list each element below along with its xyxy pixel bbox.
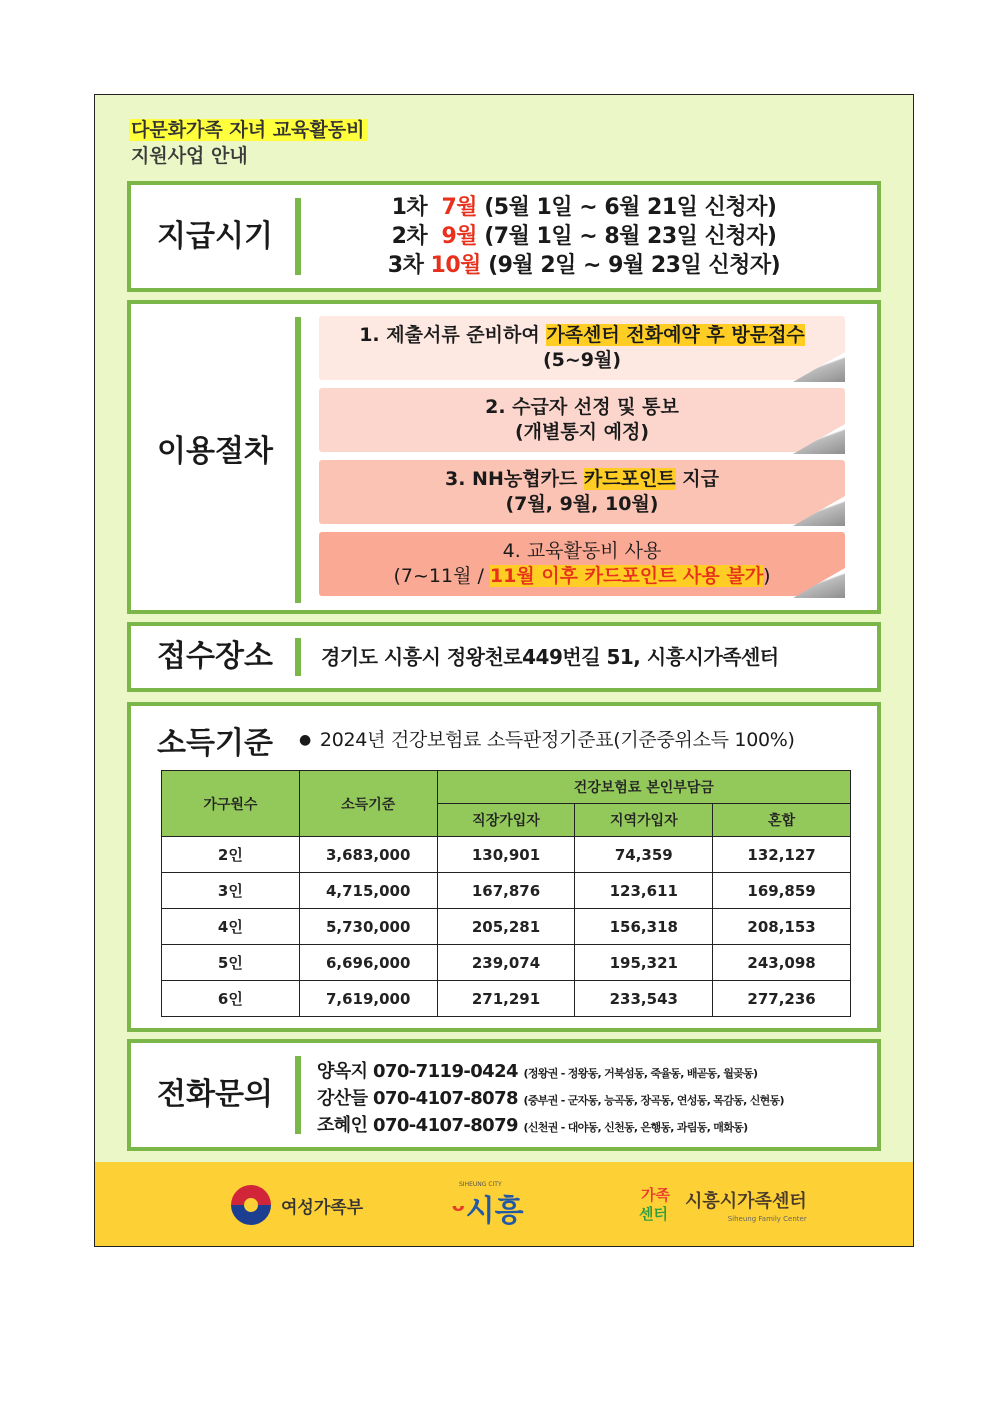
step-text: 2. 수급자 선정 및 통보: [485, 396, 679, 418]
contact-area: (신천권 - 대야동, 신천동, 은행동, 과림동, 매화동): [523, 1121, 748, 1134]
city-small-text: SIHEUNG CITY: [459, 1180, 502, 1188]
payment-round-1: [311, 193, 857, 222]
section-divider: [295, 317, 301, 603]
cell-employee: 239,074: [437, 945, 575, 981]
cell-regional: 74,359: [575, 837, 713, 873]
table-row: [162, 873, 851, 909]
header-regional: 지역가입자: [575, 804, 713, 837]
header-premium-group: 건강보험료 본인부담금: [437, 771, 850, 804]
reception-section: [127, 622, 881, 692]
header-mixed: 혼합: [713, 804, 851, 837]
footer: [95, 1162, 913, 1247]
cell-regional: 123,611: [575, 873, 713, 909]
title-line-2: 지원사업 안내: [131, 145, 248, 167]
bullet-icon: ●: [299, 732, 311, 748]
payment-section: [127, 181, 881, 292]
payment-round-2: [311, 222, 857, 251]
ministry-logo: [231, 1162, 363, 1247]
cell-mixed: 243,098: [713, 945, 851, 981]
round-label: 1차: [391, 195, 428, 220]
reception-label: 접수장소: [157, 639, 273, 674]
contact-label: 전화문의: [157, 1077, 273, 1112]
page-title: [129, 117, 368, 169]
round-label: 2차: [391, 224, 428, 249]
round-month: 9월: [441, 224, 478, 249]
table-row: [162, 981, 851, 1017]
cell-household: 6인: [162, 981, 300, 1017]
cell-income: 3,683,000: [299, 837, 437, 873]
contact-area: (중부권 - 군자동, 능곡동, 장곡동, 연성동, 목감동, 신현동): [523, 1094, 784, 1107]
cell-income: 4,715,000: [299, 873, 437, 909]
cell-household: 4인: [162, 909, 300, 945]
step-highlight: 카드포인트: [583, 468, 676, 490]
city-name-text: 시흥: [465, 1193, 524, 1229]
family-center-logo: [637, 1162, 807, 1247]
taegeuk-icon: [231, 1185, 271, 1225]
round-month: 7월: [441, 195, 478, 220]
section-divider: [295, 1056, 301, 1134]
smile-icon: ᵕ: [451, 1193, 466, 1229]
cell-mixed: 132,127: [713, 837, 851, 873]
title-line-1: 다문화가족 자녀 교육활동비: [129, 119, 368, 141]
payment-label: 지급시기: [157, 219, 273, 254]
contact-list: [317, 1059, 784, 1140]
table-row: [162, 909, 851, 945]
payment-schedule: [311, 193, 857, 280]
step-subtext: (7월, 9월, 10월): [505, 493, 659, 515]
step-warning-highlight: 11월 이후 카드포인트 사용 불가: [489, 565, 764, 587]
header-household: 가구원수: [162, 771, 300, 837]
contact-name-phone: 조혜인 070-4107-8079: [317, 1115, 518, 1136]
round-month: 10월: [430, 253, 481, 278]
cell-employee: 167,876: [437, 873, 575, 909]
procedure-step-1: [319, 316, 845, 380]
cell-household: 2인: [162, 837, 300, 873]
header-employee: 직장가입자: [437, 804, 575, 837]
income-note-text: 2024년 건강보험료 소득판정기준표(기준중위소득 100%): [319, 729, 795, 751]
procedure-label: 이용절차: [157, 434, 273, 469]
cell-income: 7,619,000: [299, 981, 437, 1017]
mark-top-text: 가족: [641, 1186, 670, 1204]
contact-item: [317, 1113, 784, 1140]
step-highlight: 가족센터 전화예약 후 방문접수: [546, 324, 805, 346]
cell-regional: 156,318: [575, 909, 713, 945]
cell-mixed: 208,153: [713, 909, 851, 945]
cell-mixed: 169,859: [713, 873, 851, 909]
cell-regional: 233,543: [575, 981, 713, 1017]
contact-section: [127, 1039, 881, 1151]
step-text: 3. NH농협카드: [445, 468, 584, 490]
round-period: (9월 2일 ~ 9월 23일 신청자): [488, 253, 781, 278]
cell-household: 3인: [162, 873, 300, 909]
poster: [94, 94, 914, 1247]
round-label: 3차: [387, 253, 424, 278]
round-period: (7월 1일 ~ 8월 23일 신청자): [484, 224, 777, 249]
table-row: [162, 837, 851, 873]
procedure-step-2: [319, 388, 845, 452]
cell-employee: 130,901: [437, 837, 575, 873]
income-section: [127, 702, 881, 1032]
cell-household: 5인: [162, 945, 300, 981]
city-name: [451, 1186, 524, 1230]
family-center-en: Siheung Family Center: [727, 1215, 807, 1223]
cell-income: 6,696,000: [299, 945, 437, 981]
family-center-mark-icon: [637, 1182, 681, 1228]
cell-income: 5,730,000: [299, 909, 437, 945]
income-label: 소득기준: [157, 726, 273, 761]
payment-round-3: [311, 251, 857, 280]
table-row: [162, 945, 851, 981]
header-income: 소득기준: [299, 771, 437, 837]
mark-bottom-text: 센터: [639, 1205, 668, 1223]
cell-mixed: 277,236: [713, 981, 851, 1017]
cell-regional: 195,321: [575, 945, 713, 981]
step-text: 4. 교육활동비 사용: [502, 540, 662, 562]
contact-name-phone: 강산들 070-4107-8078: [317, 1088, 518, 1109]
contact-item: [317, 1086, 784, 1113]
contact-item: [317, 1059, 784, 1086]
family-center-name: 시흥시가족센터: [685, 1191, 807, 1212]
procedure-step-3: [319, 460, 845, 524]
step-text-tail: 지급: [675, 468, 719, 490]
contact-name-phone: 양옥지 070-7119-0424: [317, 1061, 518, 1082]
procedure-step-4: [319, 532, 845, 596]
income-table: [161, 770, 851, 1017]
reception-address: 경기도 시흥시 정왕천로449번길 51, 시흥시가족센터: [321, 645, 779, 669]
step-subtext-tail: ): [763, 565, 771, 587]
step-text: 1. 제출서류 준비하여: [359, 324, 547, 346]
city-logo: [451, 1162, 524, 1247]
cell-employee: 271,291: [437, 981, 575, 1017]
round-period: (5월 1일 ~ 6월 21일 신청자): [484, 195, 777, 220]
step-subtext: (5~9월): [542, 349, 622, 371]
step-subtext: (7~11월 /: [393, 565, 490, 587]
income-note: [299, 725, 795, 752]
section-divider: [295, 638, 301, 676]
section-divider: [295, 198, 301, 275]
step-subtext: (개별통지 예정): [514, 421, 650, 443]
contact-area: (정왕권 - 정왕동, 거북섬동, 죽율동, 배곧동, 월곶동): [523, 1067, 758, 1080]
ministry-name: 여성가족부: [281, 1197, 364, 1218]
cell-employee: 205,281: [437, 909, 575, 945]
procedure-section: [127, 300, 881, 614]
